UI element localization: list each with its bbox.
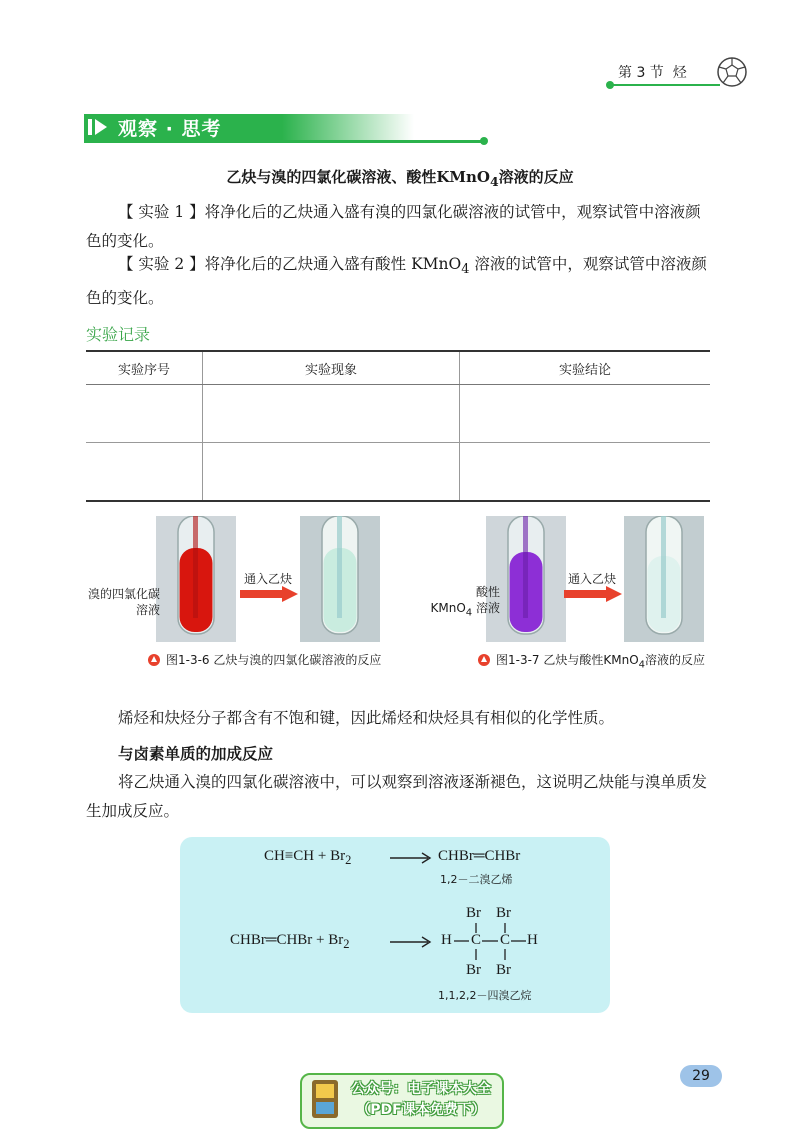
carbon-left: C bbox=[471, 932, 482, 948]
watermark-line-1: 公众号：电子课本大全 bbox=[351, 1081, 491, 1097]
table-cell bbox=[203, 385, 460, 443]
running-header bbox=[618, 62, 687, 82]
table-cell bbox=[203, 443, 460, 502]
figure2-caption: 图1-3-7 乙炔与酸性KMnO$_4$溶液的反应 bbox=[478, 651, 705, 670]
header-cell: 实验结论 bbox=[460, 351, 711, 385]
hydrogen-right: H bbox=[527, 932, 538, 948]
banner-title: 观察 · 思考 bbox=[118, 118, 222, 140]
watermark-line-2: （PDF课本免费下） bbox=[356, 1102, 486, 1118]
equation1-left: $CH\equiv CH + Br_2$ bbox=[264, 848, 352, 867]
bromine-top-left: Br bbox=[466, 905, 481, 921]
figure2-arrow-label: 通入乙炔 bbox=[568, 572, 617, 586]
reaction-arrow-icon bbox=[390, 851, 434, 865]
book-icon bbox=[310, 1078, 340, 1120]
banner-dot bbox=[480, 137, 488, 145]
header-cell: 实验现象 bbox=[203, 351, 460, 385]
equation2-left: CHBr═CHBr + $Br_2$ bbox=[230, 932, 350, 951]
figure2-side-label: 酸性 KMnO$_4$ 溶液 bbox=[430, 585, 500, 619]
experiment-title: 乙炔与溴的四氯化碳溶液、酸性KMnO$_4$溶液的反应 bbox=[226, 168, 574, 189]
paragraph-addition: 将乙炔通入溴的四氯化碳溶液中，可以观察到溶液逐渐褪色，这说明乙炔能与溴单质发生加成反应。 bbox=[86, 773, 708, 820]
table-row bbox=[86, 385, 710, 443]
equation1-product-name: 1,2－二溴乙烯 bbox=[440, 873, 513, 886]
reaction-arrow-icon bbox=[390, 935, 434, 949]
table-cell bbox=[86, 443, 203, 502]
arrow-right-icon bbox=[564, 586, 622, 602]
experiment-1: 【 实验 1 】将净化后的乙炔通入盛有溴的四氯化碳溶液的试管中，观察试管中溶液颜色的变化。 bbox=[86, 203, 701, 250]
test-tube-kmno4-after bbox=[624, 516, 704, 642]
figure1-side-label: 溴的四氯化碳 溶液 bbox=[87, 587, 160, 617]
header-title: 烃 bbox=[672, 65, 687, 81]
test-tube-kmno4-before bbox=[486, 516, 566, 642]
bromine-bottom-right: Br bbox=[496, 962, 511, 978]
header-rule bbox=[610, 84, 720, 86]
bromine-top-right: Br bbox=[496, 905, 511, 921]
banner-rule bbox=[84, 140, 484, 143]
paragraph-alkene-alkyne: 烯烃和炔烃分子都含有不饱和键，因此烯烃和炔烃具有相似的化学性质。 bbox=[118, 709, 615, 727]
test-tube-bromine-before bbox=[156, 516, 236, 642]
caption-marker-icon bbox=[478, 654, 490, 666]
structural-bonds bbox=[450, 920, 530, 970]
page-number: 29 bbox=[680, 1065, 722, 1087]
header-cell: 实验序号 bbox=[86, 351, 203, 385]
equation1-right: CHBr═CHBr bbox=[438, 848, 521, 864]
table-cell bbox=[460, 385, 711, 443]
test-tube-bromine-after bbox=[300, 516, 380, 642]
record-title: 实验记录 bbox=[86, 325, 151, 344]
carbon-right: C bbox=[500, 932, 511, 948]
bromine-bottom-left: Br bbox=[466, 962, 481, 978]
caption-marker-icon bbox=[148, 654, 160, 666]
figure1-arrow-label: 通入乙炔 bbox=[244, 572, 293, 586]
arrow-right-icon bbox=[240, 586, 298, 602]
experiment-2: 【 实验 2 】将净化后的乙炔通入盛有酸性 KMnO$_4$ 溶液的试管中，观察试管中溶液颜色的变化。 bbox=[86, 255, 707, 308]
table-row bbox=[86, 443, 710, 502]
record-table bbox=[86, 350, 710, 502]
table-cell bbox=[86, 385, 203, 443]
fullerene-icon bbox=[716, 56, 748, 88]
table-cell bbox=[460, 443, 711, 502]
hydrogen-left: H bbox=[441, 932, 452, 948]
equation2-product-name: 1,1,2,2－四溴乙烷 bbox=[438, 989, 532, 1002]
header-section: 第 3 节 bbox=[618, 65, 664, 81]
subheading-addition: 与卤素单质的加成反应 bbox=[118, 744, 274, 763]
figure1-caption: 图1-3-6 乙炔与溴的四氯化碳溶液的反应 bbox=[148, 651, 381, 668]
